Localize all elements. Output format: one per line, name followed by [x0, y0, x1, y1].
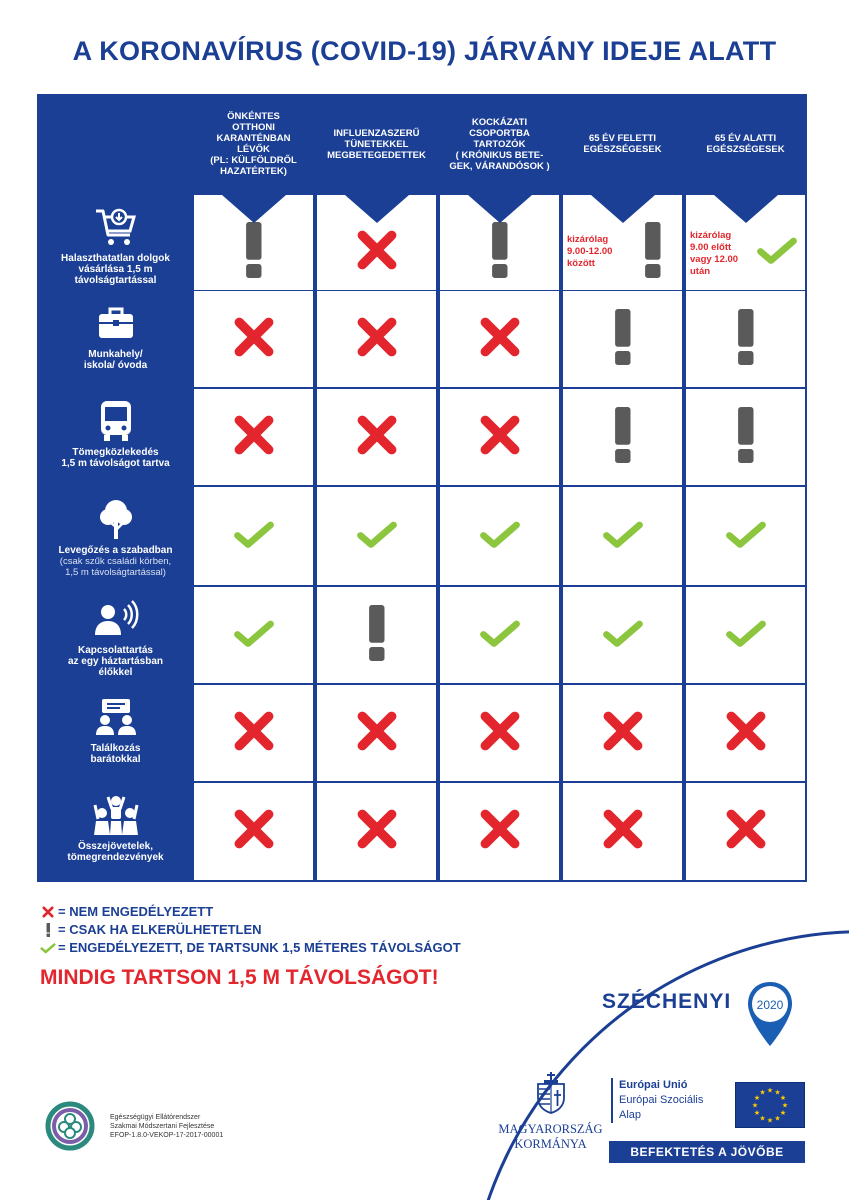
svg-text:★: ★	[759, 1114, 766, 1123]
red-x-icon	[602, 710, 644, 757]
green-check-icon	[756, 235, 798, 270]
crowd-icon	[92, 793, 140, 837]
briefcase-icon	[96, 301, 136, 345]
row-label-line: Találkozás	[90, 743, 141, 754]
svg-text:★: ★	[779, 1109, 787, 1117]
befektetes-banner: BEFEKTETÉS A JÖVŐBE	[609, 1141, 805, 1163]
column-header-line: INFLUENZASZERŰ	[333, 127, 420, 139]
svg-text:★: ★	[766, 1116, 774, 1125]
legend-item-yes	[40, 940, 461, 955]
note-line: vagy 12.00	[690, 254, 739, 265]
row-label-5	[39, 587, 192, 683]
row-label-subline: (csak szűk családi körben,	[59, 556, 172, 567]
column-header-line: MEGBETEGEDETTEK	[327, 149, 426, 161]
red-x-icon	[356, 710, 398, 757]
efop-line-1: Egészségügyi Ellátórendszer	[110, 1113, 201, 1121]
svg-text:★: ★	[759, 1088, 766, 1097]
row-label-line: élőkkel	[98, 667, 133, 678]
cell-no	[194, 685, 313, 781]
red-x-icon	[479, 808, 521, 855]
note-line: között	[567, 258, 595, 269]
cell-no	[563, 783, 682, 880]
legend-text: = CSAK HA ELKERÜLHETETLEN	[58, 922, 262, 937]
eu-text	[611, 1078, 703, 1123]
grey-exclamation-icon	[490, 222, 510, 283]
row-label-line: az egy háztartásban	[67, 656, 164, 667]
row-label-line: vásárlása 1,5 m	[78, 264, 153, 275]
row-label-4	[39, 487, 192, 585]
efop-line-3: EFOP-1.8.0-VEKOP-17-2017-00001	[110, 1131, 224, 1139]
cell-yes	[440, 587, 559, 683]
cell-yes	[194, 587, 313, 683]
svg-text:★: ★	[774, 1088, 781, 1097]
cell-no	[440, 389, 559, 485]
row-label-line: távolságtartással	[74, 275, 157, 286]
note-line: 9.00 előtt	[690, 242, 732, 253]
svg-text:★: ★	[766, 1086, 774, 1095]
column-header-line: TARTOZÓK	[473, 138, 526, 150]
note-under65-hours	[690, 230, 738, 278]
svg-text:★: ★	[774, 1114, 781, 1123]
tree-icon	[98, 497, 134, 541]
row-label-line: Munkahely/	[88, 349, 143, 360]
kormany-line-2: KORMÁNYA	[514, 1137, 587, 1151]
column-header-line: OTTHONI	[232, 122, 275, 133]
cell-no	[563, 685, 682, 781]
green-check-icon	[479, 519, 521, 554]
column-header-line: ( KRÓNIKUS BETE-	[455, 149, 544, 161]
green-check-icon	[233, 519, 275, 554]
bus-icon	[97, 399, 135, 443]
green-check-icon	[40, 942, 56, 954]
red-x-icon	[725, 710, 767, 757]
legend-text: = ENGEDÉLYEZETT, DE TARTSUNK 1,5 MÉTERES TÁVOLSÁGOT	[58, 940, 461, 955]
row-label-subline: 1,5 m távolságtartással)	[65, 567, 166, 578]
red-x-icon	[725, 808, 767, 855]
eu-line-1: Európai Unió	[619, 1079, 688, 1091]
grey-exclamation-icon	[643, 222, 663, 283]
row-label-line: Összejövetelek,	[77, 841, 154, 852]
column-header-line: ÖNKÉNTES	[227, 111, 280, 122]
efop-line-2: Szakmai Módszertani Fejlesztése	[110, 1122, 215, 1130]
note-senior-hours	[567, 234, 612, 270]
note-line: kizárólag	[567, 234, 609, 245]
green-check-icon	[725, 618, 767, 653]
green-check-icon	[602, 618, 644, 653]
cell-warn	[317, 587, 436, 683]
red-x-icon	[40, 906, 56, 918]
cell-warn	[686, 291, 805, 387]
cell-no	[317, 195, 436, 290]
note-line: 9.00-12.00	[567, 246, 613, 257]
header-notch	[591, 195, 655, 223]
column-header-line: EGÉSZSÉGESEK	[706, 144, 785, 155]
red-x-icon	[356, 808, 398, 855]
coat-of-arms-icon	[534, 1070, 568, 1114]
row-label-line: tömegrendezvények	[67, 852, 164, 863]
green-check-icon	[725, 519, 767, 554]
cell-no	[686, 783, 805, 880]
meeting-icon	[94, 695, 138, 739]
efop-logo	[40, 1100, 223, 1152]
red-x-icon	[233, 316, 275, 363]
grey-exclamation-icon	[736, 407, 756, 468]
cell-warn	[686, 389, 805, 485]
grey-exclamation-icon	[244, 222, 264, 283]
row-label-2	[39, 291, 192, 387]
legend-text: = NEM ENGEDÉLYEZETT	[58, 904, 214, 919]
cell-no	[440, 783, 559, 880]
cell-yes	[686, 587, 805, 683]
cell-no	[194, 783, 313, 880]
cell-yes	[686, 487, 805, 585]
cell-yes	[440, 487, 559, 585]
cell-no	[317, 783, 436, 880]
row-label-line: Levegőzés a szabadban	[58, 545, 173, 556]
column-header-line: HAZATÉRTEK)	[220, 166, 287, 177]
grey-exclamation-icon	[736, 309, 756, 370]
cell-yes	[317, 487, 436, 585]
row-label-line: barátokkal	[90, 754, 141, 765]
column-header-line: 65 ÉV ALATTI	[714, 133, 777, 144]
green-check-icon	[602, 519, 644, 554]
row-label-line: 1,5 m távolságot tartva	[61, 458, 170, 469]
grey-exclamation-icon	[367, 605, 387, 666]
row-label-7	[39, 783, 192, 880]
row-label-6	[39, 685, 192, 781]
column-header-3	[440, 94, 559, 194]
row-label-line: iskola/ óvoda	[83, 360, 148, 371]
cell-no	[686, 685, 805, 781]
cell-yes	[194, 487, 313, 585]
red-x-icon	[479, 710, 521, 757]
cell-warn	[563, 389, 682, 485]
green-check-icon	[356, 519, 398, 554]
efop-emblem-icon	[40, 1100, 102, 1152]
red-x-icon	[479, 316, 521, 363]
cell-no	[194, 291, 313, 387]
grey-exclamation-icon	[40, 923, 56, 937]
kormany-logo	[498, 1070, 603, 1152]
red-x-icon	[602, 808, 644, 855]
row-label-line: Halaszthatatlan dolgok	[61, 253, 170, 264]
note-line: után	[690, 266, 711, 277]
column-header-line: 65 ÉV FELETTI	[588, 133, 657, 144]
header-notch	[222, 195, 286, 223]
header-notch	[714, 195, 778, 223]
column-header-line: GEK, VÁRANDÓSOK )	[449, 160, 550, 172]
green-check-icon	[233, 618, 275, 653]
row-label-3	[39, 389, 192, 485]
red-x-icon	[233, 710, 275, 757]
column-header-line: KOCKÁZATI	[471, 116, 528, 128]
svg-text:★: ★	[751, 1101, 759, 1110]
szechenyi-logo-text: SZÉCHENYI	[602, 990, 732, 1013]
cell-no	[440, 685, 559, 781]
cell-warn	[440, 195, 559, 290]
column-header-4	[563, 94, 682, 194]
column-header-line: CSOPORTBA	[469, 127, 530, 139]
red-x-icon	[356, 229, 398, 276]
green-check-icon	[479, 618, 521, 653]
red-x-icon	[356, 316, 398, 363]
grey-exclamation-icon	[613, 407, 633, 468]
cell-warn	[194, 195, 313, 290]
header-notch	[468, 195, 532, 223]
column-header-5	[686, 94, 805, 194]
cell-yes	[563, 587, 682, 683]
shopping-cart-icon	[94, 205, 138, 249]
cell-warn	[563, 291, 682, 387]
szechenyi-year: 2020	[756, 998, 784, 1012]
legend-item-warn	[40, 922, 262, 937]
row-label-line: Tömegközlekedés	[72, 447, 159, 458]
cell-no	[317, 389, 436, 485]
svg-text:★: ★	[779, 1094, 787, 1102]
row-label-line: Kapcsolattartás	[77, 645, 153, 656]
eu-line-2: Európai Szociális	[619, 1094, 704, 1106]
column-header-line: EGÉSZSÉGESEK	[583, 144, 662, 155]
column-header-line: TÜNETEKKEL	[344, 138, 409, 150]
column-header-2	[317, 94, 436, 194]
rules-table	[37, 94, 807, 882]
red-x-icon	[356, 414, 398, 461]
red-x-icon	[233, 808, 275, 855]
person-speaking-icon	[92, 597, 140, 641]
column-header-1	[194, 94, 313, 194]
svg-text:★: ★	[753, 1094, 761, 1102]
cell-no	[317, 685, 436, 781]
legend-item-no	[40, 904, 213, 919]
szechenyi-pin-icon	[745, 980, 795, 1055]
page-title: A KORONAVÍRUS (COVID-19) JÁRVÁNY IDEJE ALATT	[72, 36, 777, 66]
eu-flag-icon	[735, 1082, 805, 1128]
distance-warning: MINDIG TARTSON 1,5 M TÁVOLSÁGOT!	[40, 966, 439, 989]
column-header-line: LÉVŐK	[237, 144, 270, 155]
cell-no	[440, 291, 559, 387]
note-line: kizárólag	[690, 230, 732, 241]
red-x-icon	[479, 414, 521, 461]
header-notch	[345, 195, 409, 223]
red-x-icon	[233, 414, 275, 461]
cell-no	[194, 389, 313, 485]
column-header-line: KARANTÉNBAN	[216, 133, 291, 144]
eu-line-3: Alap	[619, 1109, 642, 1121]
grey-exclamation-icon	[613, 309, 633, 370]
column-header-line: (PL: KÜLFÖLDRŐL	[210, 155, 297, 166]
cell-no	[317, 291, 436, 387]
row-label-1	[39, 195, 192, 290]
svg-text:★: ★	[753, 1109, 761, 1117]
svg-text:★: ★	[781, 1101, 789, 1110]
cell-yes	[563, 487, 682, 585]
kormany-line-1: MAGYARORSZÁG	[498, 1122, 603, 1136]
